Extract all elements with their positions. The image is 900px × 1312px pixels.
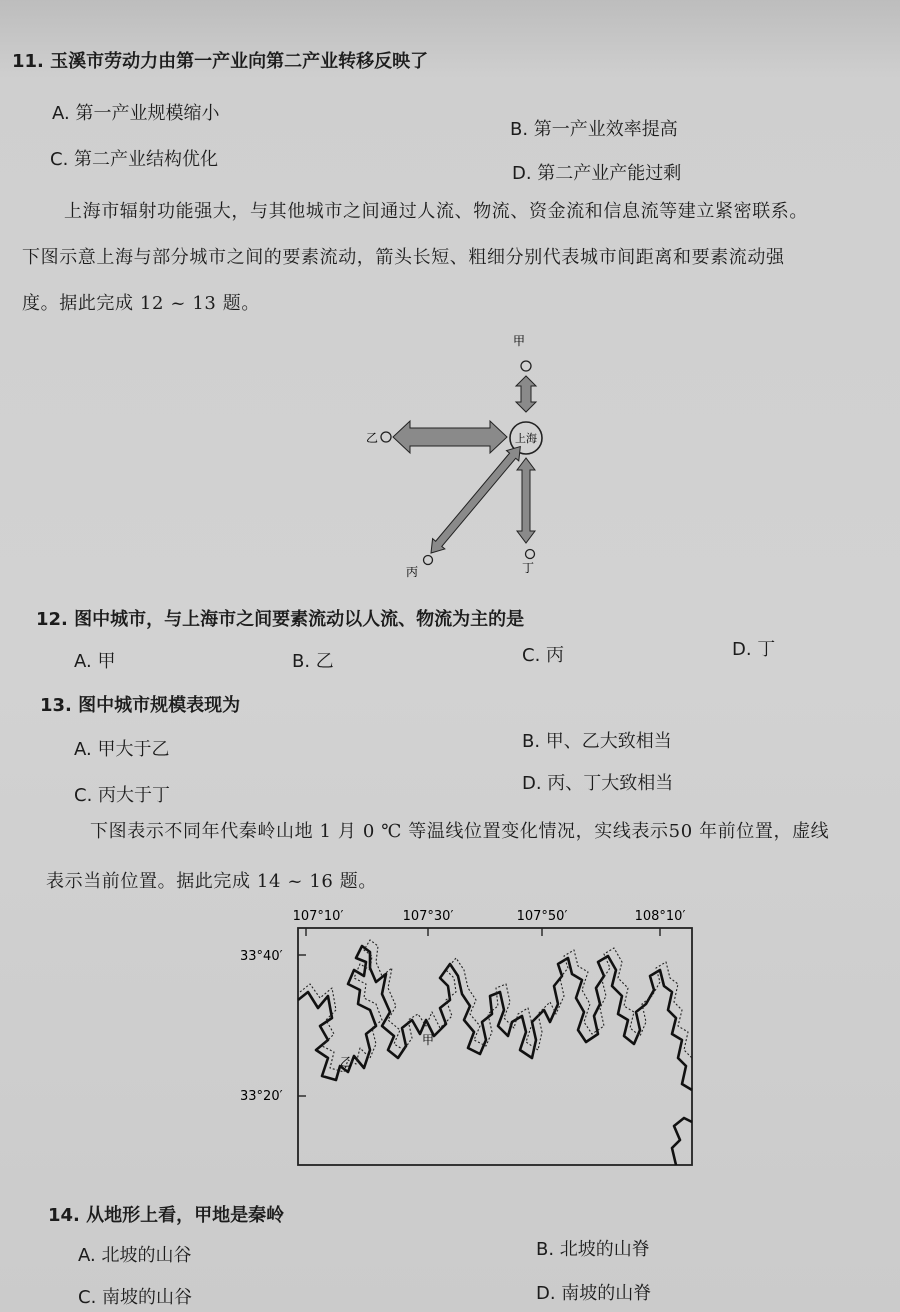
q12-stem: 12. 图中城市，与上海市之间要素流动以人流、物流为主的是 (36, 609, 525, 630)
q12-option-b: B. 乙 (292, 651, 334, 672)
city-label-jia: 甲 (512, 334, 526, 348)
lon-label-2: 107°30′ (402, 909, 454, 924)
lat-label-2: 33°20′ (240, 1089, 283, 1104)
lon-label-3: 107°50′ (516, 909, 568, 924)
lat-label-1: 33°40′ (240, 949, 283, 964)
isotherm-50-years-ago-corner (672, 1118, 692, 1165)
shanghai-label: 上海 (515, 432, 537, 445)
arrow-yi (393, 421, 507, 453)
q11-option-b: B. 第一产业效率提高 (510, 119, 678, 140)
q14-option-c: C. 南坡的山谷 (78, 1287, 193, 1308)
city-marker-bing (424, 556, 433, 565)
arrow-jia (516, 376, 536, 412)
q14-stem: 14. 从地形上看，甲地是秦岭 (48, 1205, 285, 1226)
map-ticks (298, 928, 660, 1096)
city-marker-jia (521, 361, 531, 371)
q14-option-d: D. 南坡的山脊 (536, 1283, 652, 1304)
city-marker-ding (526, 550, 535, 559)
qinling-isotherm-map (236, 900, 706, 1175)
q13-stem: 13. 图中城市规模表现为 (40, 695, 241, 716)
map-label-yi: 乙 (340, 1055, 353, 1069)
intro12-line2: 下图示意上海与部分城市之间的要素流动，箭头长短、粗细分别代表城市间距离和要素流动强 (22, 247, 785, 268)
intro14-line2: 表示当前位置。据此完成 14 ~ 16 题。 (46, 871, 377, 892)
q13-option-a: A. 甲大于乙 (74, 739, 170, 760)
city-marker-yi (381, 432, 391, 442)
q11-option-a: A. 第一产业规模缩小 (52, 103, 220, 124)
arrow-ding (517, 458, 535, 543)
q11-stem: 11. 玉溪市劳动力由第一产业向第二产业转移反映了 (12, 51, 429, 72)
q14-option-b: B. 北坡的山脊 (536, 1239, 650, 1260)
city-label-bing: 丙 (406, 565, 419, 578)
map-label-jia: 甲 (422, 1033, 435, 1047)
lon-label-1: 107°10′ (292, 909, 344, 924)
intro14-line1: 下图表示不同年代秦岭山地 1 月 0 ℃ 等温线位置变化情况，实线表示50 年前位置，虚线 (90, 821, 830, 842)
q11-option-d: D. 第二产业产能过剩 (512, 163, 682, 184)
q11-option-c: C. 第二产业结构优化 (50, 149, 219, 170)
intro12-line1: 上海市辐射功能强大，与其他城市之间通过人流、物流、资金流和信息流等建立紧密联系。 (64, 201, 808, 222)
city-label-yi: 乙 (366, 431, 379, 445)
q12-option-d: D. 丁 (732, 639, 776, 660)
intro12-line3: 度。据此完成 12 ~ 13 题。 (22, 293, 260, 314)
lon-label-4: 108°10′ (634, 909, 686, 924)
arrow-bing (425, 441, 527, 558)
flow-diagram (360, 328, 560, 578)
q12-option-a: A. 甲 (74, 651, 116, 672)
q13-option-b: B. 甲、乙大致相当 (522, 731, 672, 752)
q13-option-c: C. 丙大于丁 (74, 785, 171, 806)
map-frame (298, 928, 692, 1165)
city-label-ding: 丁 (522, 561, 535, 575)
q12-option-c: C. 丙 (522, 645, 565, 666)
q14-option-a: A. 北坡的山谷 (78, 1245, 192, 1266)
q13-option-d: D. 丙、丁大致相当 (522, 773, 674, 794)
